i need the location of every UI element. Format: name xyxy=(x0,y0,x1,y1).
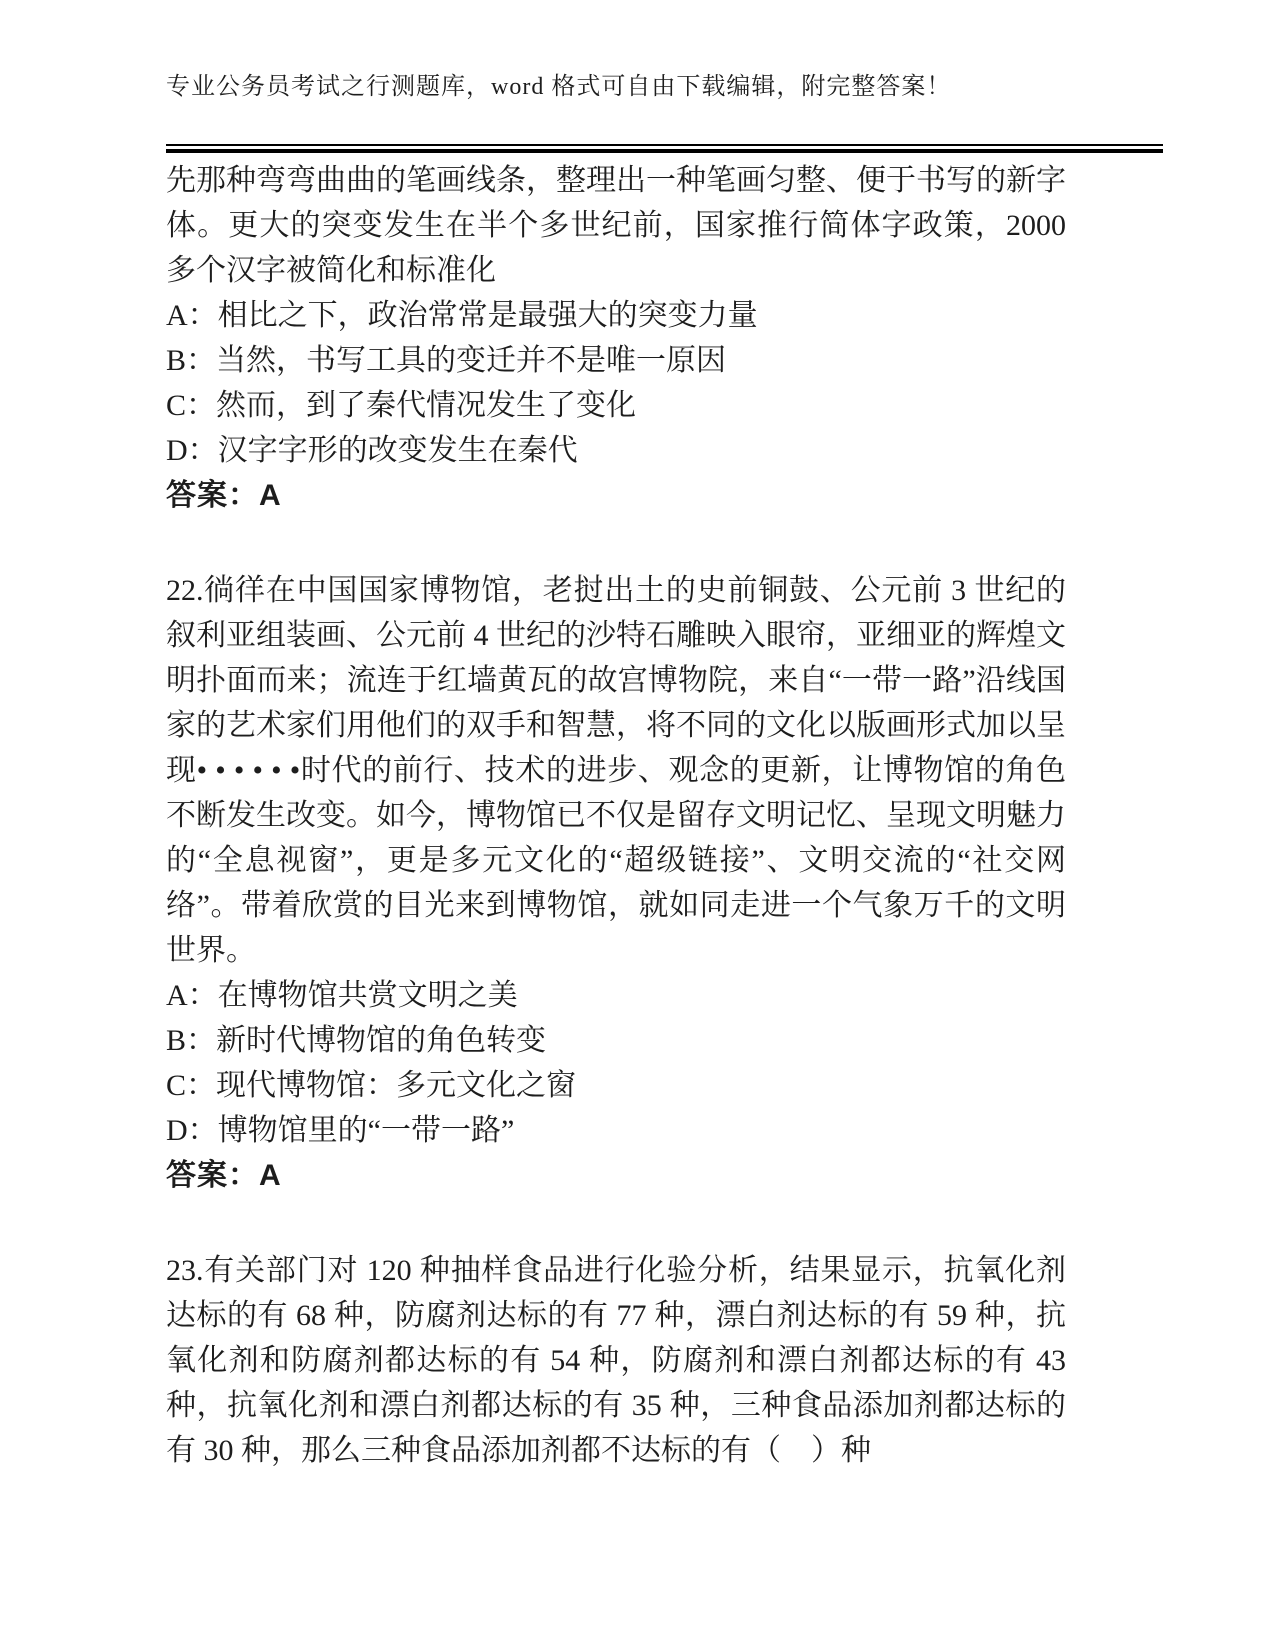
question-21-continuation-text: 先那种弯弯曲曲的笔画线条，整理出一种笔画匀整、便于书写的新字体。更大的突变发生在半个多世纪前，国家推行简体字政策，2000 多个汉字被简化和标准化 xyxy=(166,164,1066,287)
question-22-option-a: A：在博物馆共赏文明之美 xyxy=(166,979,518,1012)
question-block-21-continuation xyxy=(166,158,1066,518)
question-21-answer: 答案：A xyxy=(166,479,282,512)
question-23-text: 23.有关部门对 120 种抽样食品进行化验分析，结果显示，抗氧化剂达标的有 68 种，防腐剂达标的有 77 种，漂白剂达标的有 59 种，抗氧化剂和防腐剂都达标的有 54 种，防腐剂和漂白剂都达标的有 43 种，抗氧化剂和漂白剂都达标的有 35 种，三种食品添加剂都达标的有 30 种，那么三种食品添加剂都不达标的有（ ）种 xyxy=(166,1254,1066,1467)
question-21-option-b: B：当然，书写工具的变迁并不是唯一原因 xyxy=(166,344,727,377)
question-22-option-b: B：新时代博物馆的角色转变 xyxy=(166,1024,547,1057)
question-block-23 xyxy=(166,1248,1066,1473)
question-22-option-c: C：现代博物馆：多元文化之窗 xyxy=(166,1069,577,1102)
header-divider-line xyxy=(166,144,1163,153)
question-21-option-c: C：然而，到了秦代情况发生了变化 xyxy=(166,389,637,422)
question-21-option-d: D：汉字字形的改变发生在秦代 xyxy=(166,434,578,467)
document-header-text: 专业公务员考试之行测题库，word 格式可自由下载编辑，附完整答案！ xyxy=(166,74,952,100)
document-body xyxy=(166,158,1066,1473)
question-22-text: 22.徜徉在中国国家博物馆，老挝出土的史前铜鼓、公元前 3 世纪的叙利亚组装画、公元前 4 世纪的沙特石雕映入眼帘，亚细亚的辉煌文明扑面而来；流连于红墙黄瓦的故宫博物院，来自“一带一路”沿线国家的艺术家们用他们的双手和智慧，将不同的文化以版画形式加以呈现• • • • • •时代的前行、技术的进步、观念的更新，让博物馆的角色不断发生改变。如今，博物馆已不仅是留存文明记忆、呈现文明魅力的“全息视窗”，更是多元文化的“超级链接”、文明交流的“社交网络”。带着欣赏的目光来到博物馆，就如同走进一个气象万千的文明世界。 xyxy=(166,574,1066,967)
question-block-22 xyxy=(166,568,1066,1198)
question-22-answer: 答案：A xyxy=(166,1159,282,1192)
question-21-option-a: A：相比之下，政治常常是最强大的突变力量 xyxy=(166,299,758,332)
question-22-option-d: D：博物馆里的“一带一路” xyxy=(166,1114,515,1147)
